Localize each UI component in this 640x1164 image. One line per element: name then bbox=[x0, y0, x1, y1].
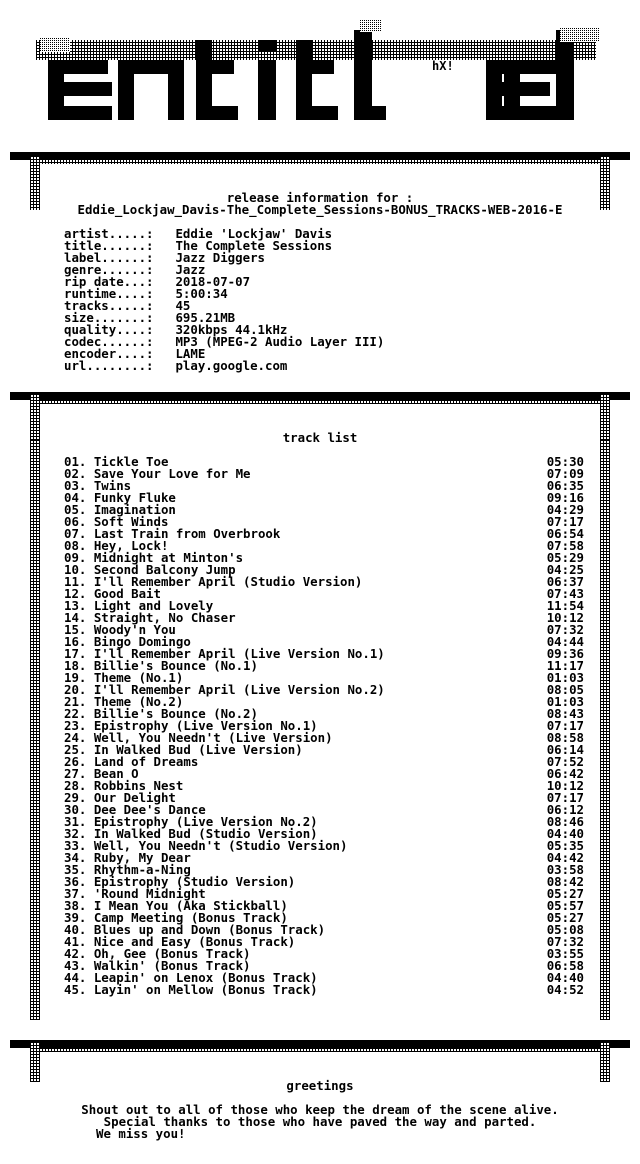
track-title: 30. Dee Dee's Dance bbox=[64, 802, 206, 817]
track-duration: 05:35 bbox=[546, 838, 584, 853]
track-title: 04. Funky Fluke bbox=[64, 490, 176, 505]
frame-right-rail bbox=[600, 440, 610, 1020]
track-duration: 05:08 bbox=[546, 922, 584, 937]
greetings-line-3: We miss you! bbox=[96, 1126, 186, 1141]
track-title: 02. Save Your Love for Me bbox=[64, 466, 251, 481]
track-title: 05. Imagination bbox=[64, 502, 176, 517]
info-value: Jazz bbox=[175, 262, 206, 277]
track-row bbox=[64, 468, 584, 480]
track-duration: 06:58 bbox=[546, 958, 584, 973]
track-duration: 07:17 bbox=[546, 790, 584, 805]
track-duration: 08:46 bbox=[546, 814, 584, 829]
track-duration: 08:58 bbox=[546, 730, 584, 745]
track-title: 42. Oh, Gee (Bonus Track) bbox=[64, 946, 251, 961]
track-title: 27. Bean O bbox=[64, 766, 139, 781]
track-duration: 07:09 bbox=[546, 466, 584, 481]
info-key: tracks.....: bbox=[64, 298, 154, 313]
track-duration: 01:03 bbox=[546, 694, 584, 709]
greetings-line-1: Shout out to all of those who keep the dream of the scene alive. bbox=[81, 1102, 559, 1117]
frame-left-rail bbox=[30, 440, 40, 1020]
track-duration: 04:52 bbox=[546, 982, 584, 997]
track-title: 44. Leapin' on Lenox (Bonus Track) bbox=[64, 970, 318, 985]
info-value: Eddie 'Lockjaw' Davis bbox=[175, 226, 333, 241]
track-title: 39. Camp Meeting (Bonus Track) bbox=[64, 910, 288, 925]
track-duration: 09:16 bbox=[546, 490, 584, 505]
track-list bbox=[64, 456, 584, 996]
info-key: url........: bbox=[64, 358, 154, 373]
track-duration: 04:25 bbox=[546, 562, 584, 577]
track-duration: 04:44 bbox=[546, 634, 584, 649]
track-title: 40. Blues up and Down (Bonus Track) bbox=[64, 922, 326, 937]
info-key: label......: bbox=[64, 250, 154, 265]
info-value: The Complete Sessions bbox=[175, 238, 333, 253]
info-key: size.......: bbox=[64, 310, 154, 325]
track-title: 09. Midnight at Minton's bbox=[64, 550, 244, 565]
track-title: 34. Ruby, My Dear bbox=[64, 850, 191, 865]
track-duration: 03:58 bbox=[546, 862, 584, 877]
info-key: rip date...: bbox=[64, 274, 154, 289]
track-duration: 03:55 bbox=[546, 946, 584, 961]
track-duration: 07:17 bbox=[546, 718, 584, 733]
track-title: 45. Layin' on Mellow (Bonus Track) bbox=[64, 982, 318, 997]
info-key: runtime....: bbox=[64, 286, 154, 301]
track-title: 06. Soft Winds bbox=[64, 514, 169, 529]
info-key: title......: bbox=[64, 238, 154, 253]
track-title: 22. Billie's Bounce (No.2) bbox=[64, 706, 258, 721]
greetings-heading: greetings bbox=[286, 1078, 354, 1093]
track-title: 16. Bingo Domingo bbox=[64, 634, 191, 649]
track-duration: 06:35 bbox=[546, 478, 584, 493]
track-duration: 11:17 bbox=[546, 658, 584, 673]
info-value: MP3 (MPEG-2 Audio Layer III) bbox=[175, 334, 385, 349]
track-title: 18. Billie's Bounce (No.1) bbox=[64, 658, 258, 673]
track-title: 43. Walkin' (Bonus Track) bbox=[64, 958, 251, 973]
track-title: 20. I'll Remember April (Live Version No.2) bbox=[64, 682, 385, 697]
track-duration: 09:36 bbox=[546, 646, 584, 661]
info-value: 5:00:34 bbox=[175, 286, 228, 301]
track-title: 03. Twins bbox=[64, 478, 132, 493]
info-key: codec......: bbox=[64, 334, 154, 349]
track-title: 41. Nice and Easy (Bonus Track) bbox=[64, 934, 296, 949]
track-duration: 04:29 bbox=[546, 502, 584, 517]
track-duration: 10:12 bbox=[546, 778, 584, 793]
track-title: 10. Second Balcony Jump bbox=[64, 562, 236, 577]
release-heading: release information for : bbox=[226, 190, 414, 205]
track-duration: 07:58 bbox=[546, 538, 584, 553]
info-value: LAME bbox=[175, 346, 206, 361]
track-title: 07. Last Train from Overbrook bbox=[64, 526, 281, 541]
track-row bbox=[64, 756, 584, 768]
entitled-logo bbox=[0, 0, 640, 150]
release-name: Eddie_Lockjaw_Davis-The_Complete_Sessions-BONUS_TRACKS-WEB-2016-E bbox=[77, 202, 563, 217]
info-key: encoder....: bbox=[64, 346, 154, 361]
info-row bbox=[64, 360, 384, 372]
track-duration: 04:42 bbox=[546, 850, 584, 865]
track-duration: 05:30 bbox=[546, 454, 584, 469]
track-row bbox=[64, 984, 584, 996]
release-info bbox=[64, 228, 384, 372]
track-duration: 10:12 bbox=[546, 610, 584, 625]
info-value: play.google.com bbox=[175, 358, 288, 373]
track-duration: 07:17 bbox=[546, 514, 584, 529]
info-key: genre......: bbox=[64, 262, 154, 277]
track-title: 19. Theme (No.1) bbox=[64, 670, 184, 685]
track-duration: 06:12 bbox=[546, 802, 584, 817]
info-key: artist.....: bbox=[64, 226, 154, 241]
track-duration: 06:37 bbox=[546, 574, 584, 589]
track-duration: 07:43 bbox=[546, 586, 584, 601]
track-duration: 05:27 bbox=[546, 910, 584, 925]
track-duration: 11:54 bbox=[546, 598, 584, 613]
track-title: 26. Land of Dreams bbox=[64, 754, 199, 769]
track-duration: 05:27 bbox=[546, 886, 584, 901]
track-title: 32. In Walked Bud (Studio Version) bbox=[64, 826, 318, 841]
track-title: 14. Straight, No Chaser bbox=[64, 610, 236, 625]
track-title: 08. Hey, Lock! bbox=[64, 538, 169, 553]
info-value: 2018-07-07 bbox=[175, 274, 251, 289]
greetings-line-2: Special thanks to those who have paved the way and parted. bbox=[103, 1114, 537, 1129]
track-duration: 05:29 bbox=[546, 550, 584, 565]
track-duration: 06:42 bbox=[546, 766, 584, 781]
track-title: 36. Epistrophy (Studio Version) bbox=[64, 874, 296, 889]
track-title: 28. Robbins Nest bbox=[64, 778, 184, 793]
track-duration: 08:05 bbox=[546, 682, 584, 697]
info-value: Jazz Diggers bbox=[175, 250, 265, 265]
track-title: 17. I'll Remember April (Live Version No.1) bbox=[64, 646, 385, 661]
info-value: 695.21MB bbox=[175, 310, 236, 325]
track-duration: 07:52 bbox=[546, 754, 584, 769]
track-title: 01. Tickle Toe bbox=[64, 454, 169, 469]
track-title: 12. Good Bait bbox=[64, 586, 161, 601]
track-title: 11. I'll Remember April (Studio Version) bbox=[64, 574, 363, 589]
track-title: 13. Light and Lovely bbox=[64, 598, 214, 613]
track-duration: 05:57 bbox=[546, 898, 584, 913]
track-duration: 01:03 bbox=[546, 670, 584, 685]
track-title: 29. Our Delight bbox=[64, 790, 176, 805]
track-title: 25. In Walked Bud (Live Version) bbox=[64, 742, 303, 757]
tracklist-heading: track list bbox=[282, 430, 358, 445]
track-duration: 06:14 bbox=[546, 742, 584, 757]
track-duration: 04:40 bbox=[546, 826, 584, 841]
track-title: 38. I Mean You (Aka Stickball) bbox=[64, 898, 288, 913]
info-value: 45 bbox=[175, 298, 191, 313]
track-title: 21. Theme (No.2) bbox=[64, 694, 184, 709]
track-duration: 07:32 bbox=[546, 934, 584, 949]
track-title: 33. Well, You Needn't (Studio Version) bbox=[64, 838, 348, 853]
track-title: 31. Epistrophy (Live Version No.2) bbox=[64, 814, 318, 829]
info-value: 320kbps 44.1kHz bbox=[175, 322, 288, 337]
track-duration: 08:43 bbox=[546, 706, 584, 721]
track-title: 24. Well, You Needn't (Live Version) bbox=[64, 730, 333, 745]
track-title: 15. Woody'n You bbox=[64, 622, 176, 637]
track-title: 37. 'Round Midnight bbox=[64, 886, 206, 901]
track-duration: 04:40 bbox=[546, 970, 584, 985]
track-duration: 06:54 bbox=[546, 526, 584, 541]
logo-tag: hX! bbox=[432, 59, 454, 73]
track-duration: 08:42 bbox=[546, 874, 584, 889]
track-title: 23. Epistrophy (Live Version No.1) bbox=[64, 718, 318, 733]
track-title: 35. Rhythm-a-Ning bbox=[64, 862, 191, 877]
info-key: quality....: bbox=[64, 322, 154, 337]
track-duration: 07:32 bbox=[546, 622, 584, 637]
